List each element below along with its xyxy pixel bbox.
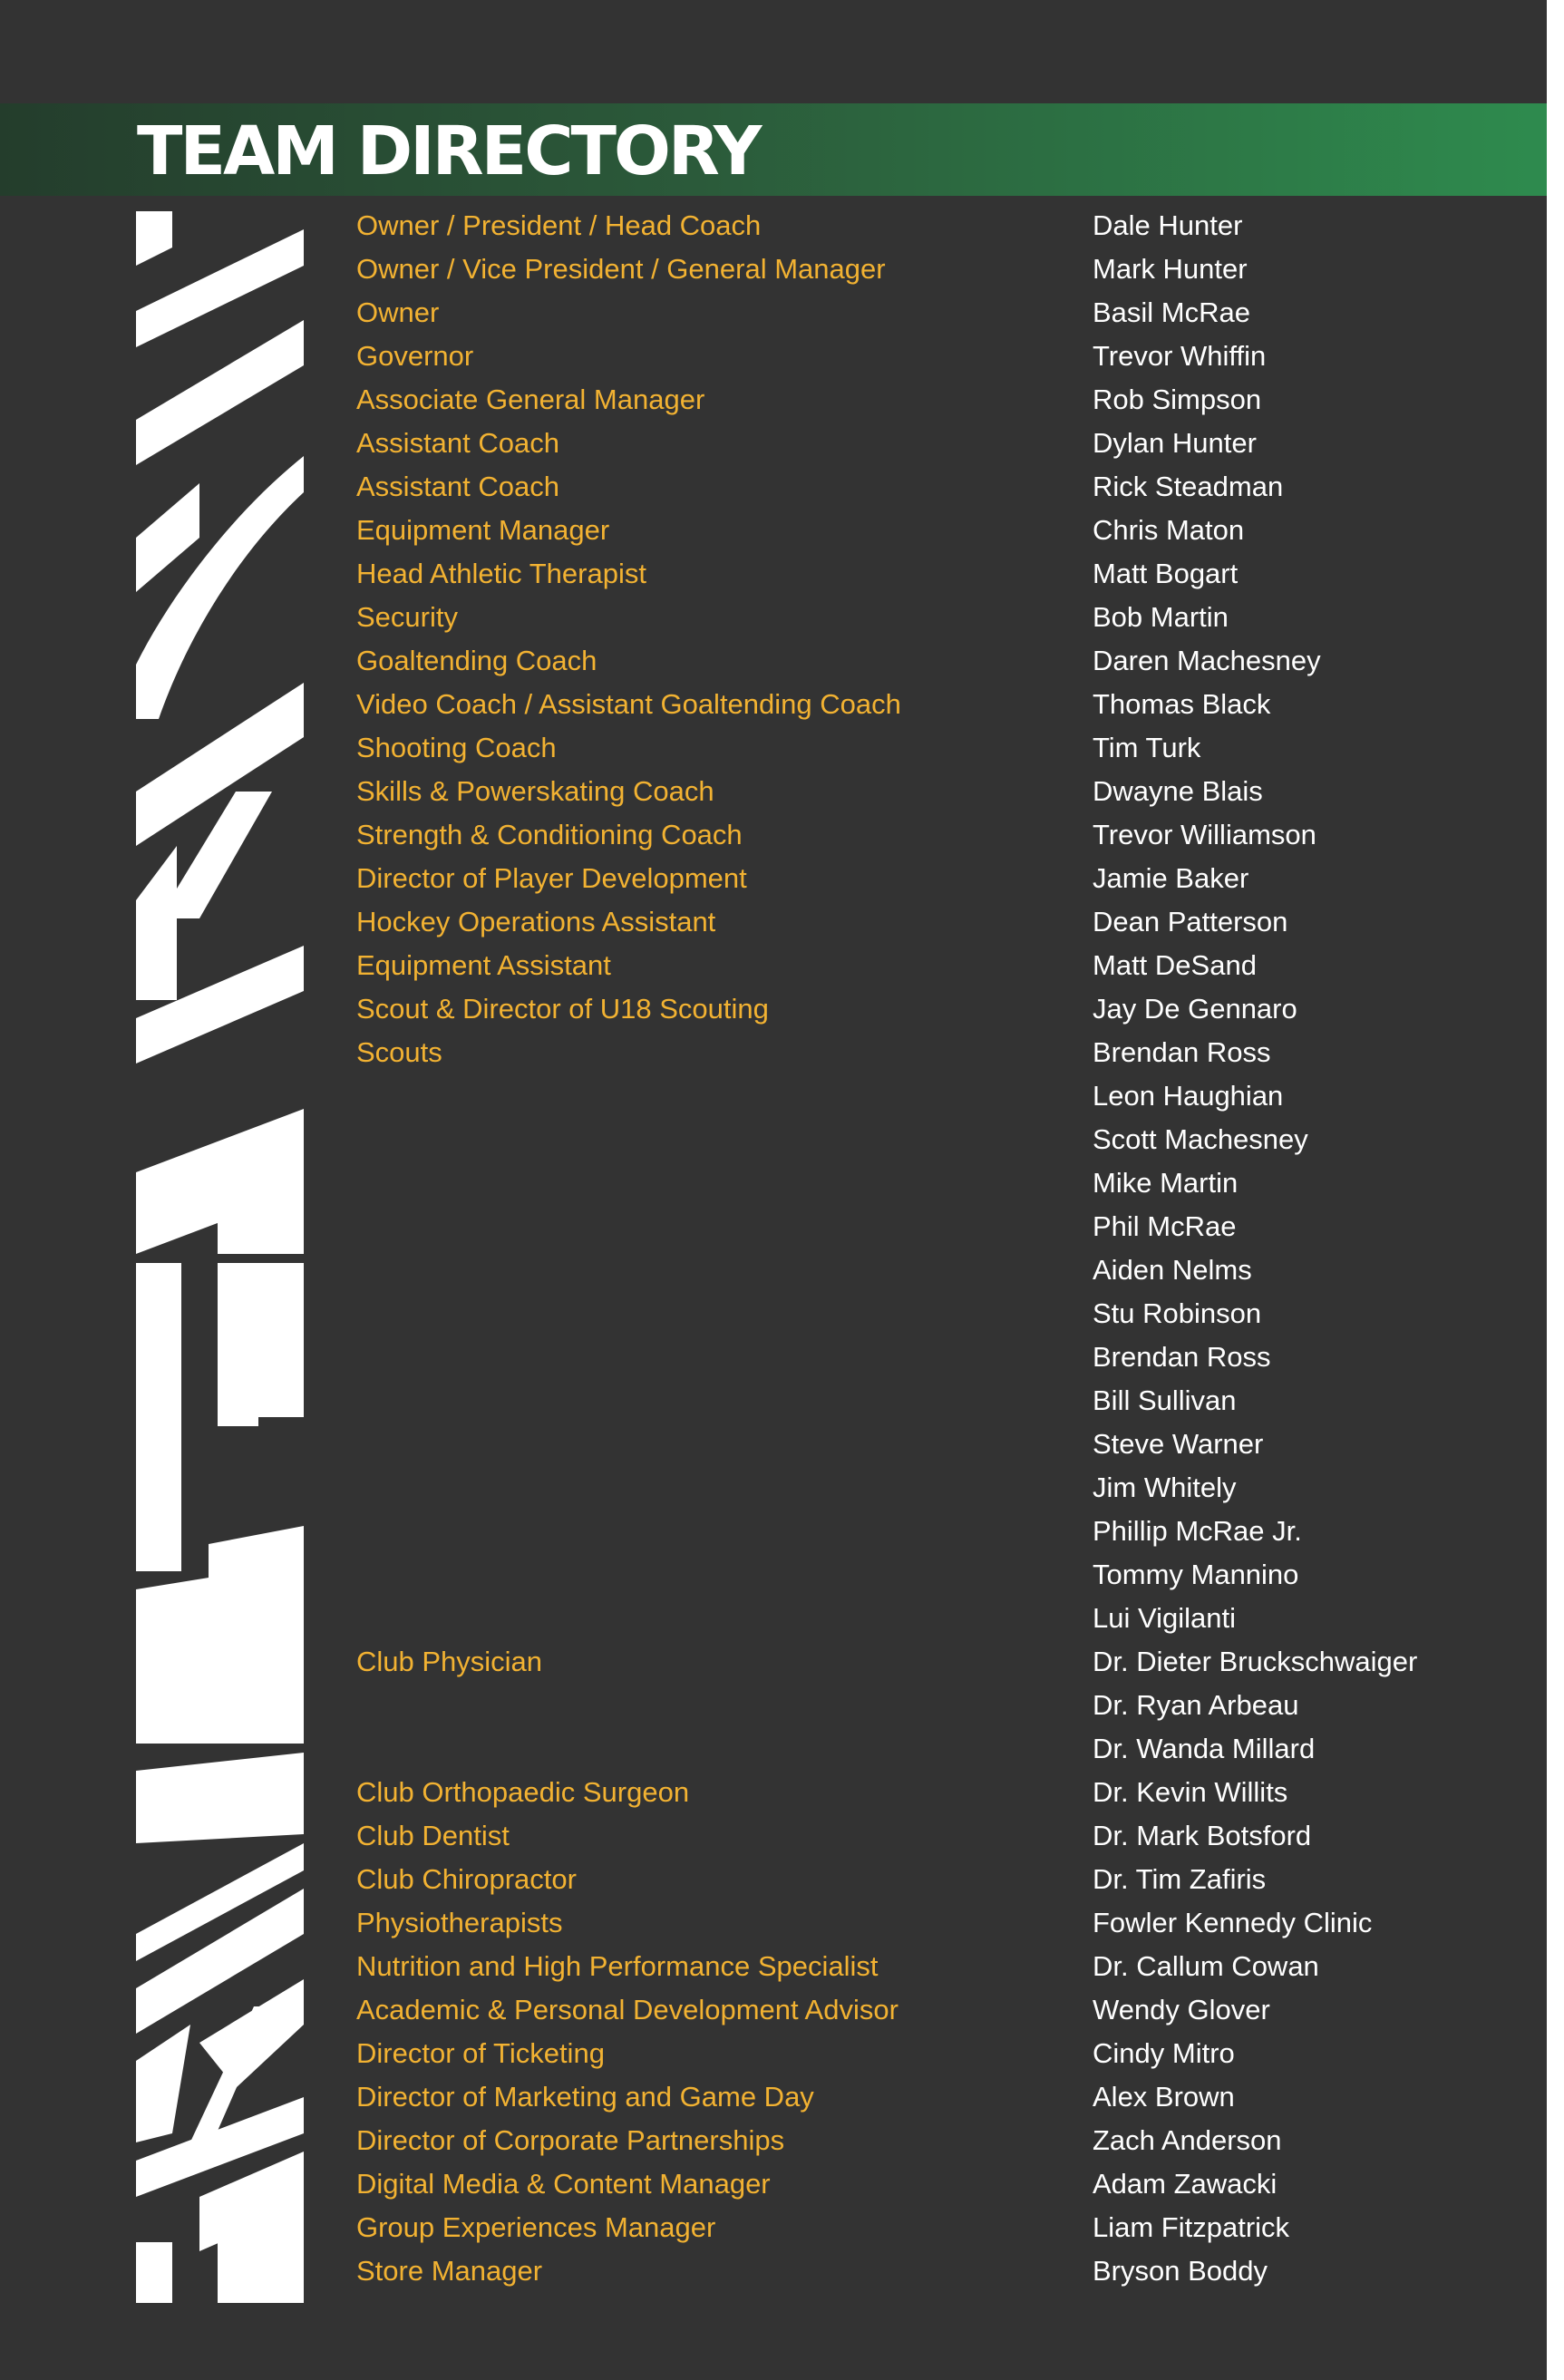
- staff-name: Dr. Tim Zafiris: [1093, 1863, 1267, 1895]
- directory-row: [0, 1031, 1547, 1074]
- staff-name: Thomas Black: [1093, 688, 1271, 720]
- directory-row: [0, 1553, 1547, 1597]
- role-title: Assistant Coach: [356, 427, 559, 459]
- role-title: Strength & Conditioning Coach: [356, 819, 743, 850]
- directory-row: [0, 1510, 1547, 1553]
- directory-row: [0, 422, 1547, 465]
- directory-row: [0, 1118, 1547, 1161]
- staff-name: Jim Whitely: [1093, 1472, 1237, 1503]
- staff-name: Tim Turk: [1093, 732, 1201, 763]
- role-title: Shooting Coach: [356, 732, 557, 763]
- staff-name: Lui Vigilanti: [1093, 1602, 1236, 1634]
- directory-row: [0, 1074, 1547, 1118]
- directory-row: [0, 1727, 1547, 1771]
- staff-name: Aiden Nelms: [1093, 1254, 1252, 1286]
- directory-row: [0, 291, 1547, 335]
- role-title: Club Physician: [356, 1646, 543, 1677]
- staff-name: Dylan Hunter: [1093, 427, 1257, 459]
- staff-name: Tommy Mannino: [1093, 1559, 1299, 1590]
- staff-name: Phil McRae: [1093, 1210, 1237, 1242]
- role-title: Director of Corporate Partnerships: [356, 2124, 785, 2156]
- role-title: Nutrition and High Performance Specialist: [356, 1950, 879, 1982]
- directory-row: [0, 987, 1547, 1031]
- role-title: Scout & Director of U18 Scouting: [356, 993, 769, 1025]
- staff-name: Rob Simpson: [1093, 384, 1262, 415]
- staff-name: Brendan Ross: [1093, 1036, 1271, 1068]
- directory-row: [0, 813, 1547, 857]
- directory-row: [0, 1379, 1547, 1423]
- role-title: Equipment Manager: [356, 514, 610, 546]
- staff-name: Dr. Kevin Willits: [1093, 1776, 1288, 1808]
- staff-name: Daren Machesney: [1093, 645, 1321, 676]
- role-title: Director of Ticketing: [356, 2037, 605, 2069]
- role-title: Hockey Operations Assistant: [356, 906, 716, 937]
- staff-name: Brendan Ross: [1093, 1341, 1271, 1373]
- staff-name: Bob Martin: [1093, 601, 1229, 633]
- staff-name: Jamie Baker: [1093, 862, 1249, 894]
- directory-row: [0, 639, 1547, 683]
- directory-row: [0, 1771, 1547, 1814]
- role-title: Video Coach / Assistant Goaltending Coach: [356, 688, 901, 720]
- staff-name: Cindy Mitro: [1093, 2037, 1235, 2069]
- staff-name: Dr. Wanda Millard: [1093, 1733, 1316, 1764]
- role-title: Skills & Powerskating Coach: [356, 775, 714, 807]
- directory-row: [0, 204, 1547, 248]
- role-title: Academic & Personal Development Advisor: [356, 1994, 899, 2025]
- directory-row: [0, 1205, 1547, 1248]
- role-title: Owner: [356, 296, 440, 328]
- staff-name: Leon Haughian: [1093, 1080, 1284, 1112]
- role-title: Digital Media & Content Manager: [356, 2168, 771, 2200]
- directory-row: [0, 1684, 1547, 1727]
- role-title: Club Chiropractor: [356, 1863, 577, 1895]
- directory-row: [0, 2162, 1547, 2206]
- directory-row: [0, 1858, 1547, 1901]
- directory-row: [0, 1988, 1547, 2032]
- role-title: Assistant Coach: [356, 471, 559, 502]
- role-title: Head Athletic Therapist: [356, 558, 646, 589]
- directory-row: [0, 2206, 1547, 2249]
- role-title: Owner / President / Head Coach: [356, 209, 762, 241]
- staff-name: Steve Warner: [1093, 1428, 1264, 1460]
- directory-row: [0, 509, 1547, 552]
- directory-row: [0, 2249, 1547, 2293]
- staff-name: Dr. Callum Cowan: [1093, 1950, 1319, 1982]
- directory-row: [0, 1466, 1547, 1510]
- staff-name: Alex Brown: [1093, 2081, 1235, 2113]
- directory-row: [0, 944, 1547, 987]
- role-title: Equipment Assistant: [356, 949, 611, 981]
- directory-row: [0, 1248, 1547, 1292]
- directory-row: [0, 248, 1547, 291]
- directory-row: [0, 1336, 1547, 1379]
- role-title: Store Manager: [356, 2255, 543, 2287]
- role-title: Club Dentist: [356, 1820, 510, 1851]
- staff-name: Bill Sullivan: [1093, 1384, 1237, 1416]
- staff-name: Fowler Kennedy Clinic: [1093, 1907, 1373, 1938]
- staff-name: Dean Patterson: [1093, 906, 1288, 937]
- role-title: Governor: [356, 340, 474, 372]
- staff-name: Chris Maton: [1093, 514, 1245, 546]
- directory-row: [0, 726, 1547, 770]
- staff-name: Dale Hunter: [1093, 209, 1243, 241]
- role-title: Physiotherapists: [356, 1907, 563, 1938]
- directory-row: [0, 1597, 1547, 1640]
- staff-name: Trevor Williamson: [1093, 819, 1316, 850]
- directory-row: [0, 1814, 1547, 1858]
- directory-row: [0, 2032, 1547, 2075]
- directory-row: [0, 2075, 1547, 2119]
- staff-name: Matt DeSand: [1093, 949, 1257, 981]
- staff-name: Basil McRae: [1093, 296, 1250, 328]
- role-title: Owner / Vice President / General Manager: [356, 253, 886, 285]
- directory-list: [0, 204, 1547, 2293]
- staff-name: Liam Fitzpatrick: [1093, 2211, 1290, 2243]
- staff-name: Wendy Glover: [1093, 1994, 1270, 2025]
- directory-row: [0, 596, 1547, 639]
- role-title: Security: [356, 601, 458, 633]
- staff-name: Dr. Ryan Arbeau: [1093, 1689, 1299, 1721]
- directory-row: [0, 857, 1547, 900]
- directory-row: [0, 1901, 1547, 1945]
- staff-name: Trevor Whiffin: [1093, 340, 1267, 372]
- directory-row: [0, 378, 1547, 422]
- directory-row: [0, 2119, 1547, 2162]
- role-title: Goaltending Coach: [356, 645, 597, 676]
- role-title: Club Orthopaedic Surgeon: [356, 1776, 690, 1808]
- staff-name: Mark Hunter: [1093, 253, 1248, 285]
- directory-row: [0, 683, 1547, 726]
- staff-name: Phillip McRae Jr.: [1093, 1515, 1302, 1547]
- directory-row: [0, 900, 1547, 944]
- staff-name: Scott Machesney: [1093, 1123, 1308, 1155]
- staff-name: Dr. Dieter Bruckschwaiger: [1093, 1646, 1418, 1677]
- staff-name: Matt Bogart: [1093, 558, 1239, 589]
- staff-name: Dr. Mark Botsford: [1093, 1820, 1312, 1851]
- staff-name: Bryson Boddy: [1093, 2255, 1268, 2287]
- staff-name: Jay De Gennaro: [1093, 993, 1297, 1025]
- role-title: Director of Player Development: [356, 862, 747, 894]
- directory-row: [0, 1161, 1547, 1205]
- staff-name: Rick Steadman: [1093, 471, 1284, 502]
- directory-row: [0, 1640, 1547, 1684]
- staff-name: Adam Zawacki: [1093, 2168, 1277, 2200]
- directory-row: [0, 335, 1547, 378]
- directory-row: [0, 1945, 1547, 1988]
- directory-row: [0, 1423, 1547, 1466]
- role-title: Scouts: [356, 1036, 442, 1068]
- staff-name: Dwayne Blais: [1093, 775, 1263, 807]
- page-title: TEAM DIRECTORY: [137, 112, 760, 190]
- staff-name: Zach Anderson: [1093, 2124, 1282, 2156]
- directory-row: [0, 552, 1547, 596]
- staff-name: Mike Martin: [1093, 1167, 1239, 1199]
- role-title: Group Experiences Manager: [356, 2211, 716, 2243]
- role-title: Director of Marketing and Game Day: [356, 2081, 814, 2113]
- directory-row: [0, 770, 1547, 813]
- directory-row: [0, 465, 1547, 509]
- directory-row: [0, 1292, 1547, 1336]
- staff-name: Stu Robinson: [1093, 1297, 1262, 1329]
- role-title: Associate General Manager: [356, 384, 705, 415]
